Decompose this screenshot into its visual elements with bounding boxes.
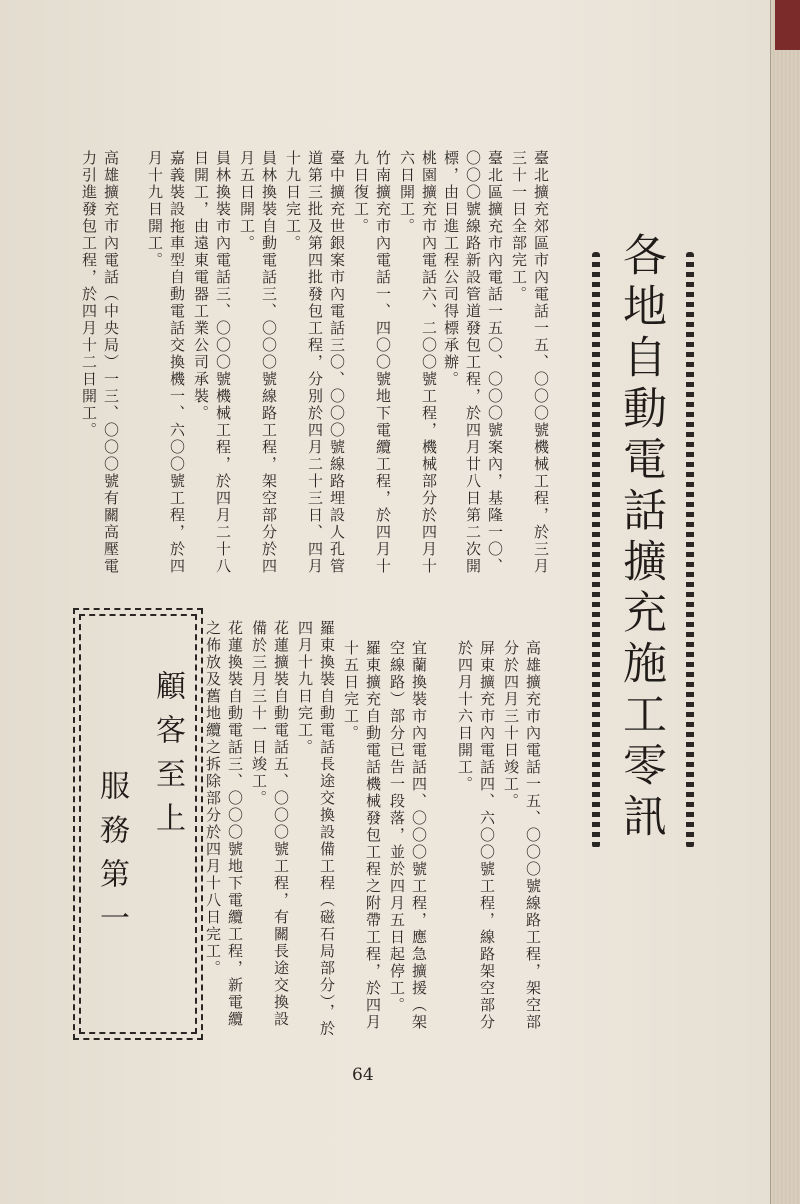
slogan-line-2: 服務第一 [94,770,129,946]
left-column-3: 桃園擴充市內電話六、二〇〇號工程，機械部分於四月十六日開工。 [398,150,438,575]
left-column-1: 臺北擴充郊區市內電話一五、〇〇〇號機械工程，於三月三十一日全部完工。 [510,150,550,575]
right-column-4: 羅東擴充自動電話機械發包工程之附帶工程，於四月十五日完工。 [342,640,382,1031]
page-number: 64 [352,1065,374,1085]
right-column-2: 屏東擴充市內電話四、六〇〇號工程，線路架空部分於四月十六日開工。 [456,640,496,1031]
left-column-2: 臺北區擴充市內電話一五〇、〇〇〇號案內，基隆一〇、〇〇〇號線路新設管道發包工程，於四月廿八日第二次開標，由日進工程公司得標承辦。 [442,150,504,575]
right-column-7: 花蓮換裝自動電話三、〇〇〇號地下電纜工程，新電纜之佈放及舊地纜之拆除部分於四月十八日完工。 [204,620,244,1028]
slogan-box [73,608,203,1040]
title-border-left [592,252,600,848]
left-column-9: 高雄擴充市內電話（中央局）一三、〇〇〇號有關高壓電力引進發包工程，於四月十二日開工。 [80,150,120,575]
left-column-6: 員林換裝自動電話三、〇〇〇號線路工程，架空部分於四月五日開工。 [238,150,278,575]
left-column-7: 員林換裝市內電話三、〇〇〇號機械工程，於四月二十八日開工，由遠東電器工業公司承裝。 [192,150,232,575]
slogan-line-1: 顧客至上 [150,670,185,846]
right-column-3: 宜蘭換裝市內電話四、〇〇〇號工程，應急擴援（架空線路）部分已告一段落，並於四月五日起停工。 [388,640,428,1031]
page-edge [770,0,800,1204]
right-column-6: 花蓮擴裝自動電話五、〇〇〇號工程，有關長途交換設備於三月三十一日竣工。 [250,620,290,1028]
left-column-5: 臺中擴充世銀案市內電話三〇、〇〇〇號線路埋設人孔管道第三批及第四批發包工程，分別於四月二十三日、四月十九日完工。 [284,150,346,575]
article-title: 各地自動電話擴充施工零訊 [615,232,666,844]
title-border-right [686,252,694,848]
book-binding [775,0,800,50]
left-column-4: 竹南擴充市內電話一、四〇〇號地下電纜工程，於四月十九日復工。 [352,150,392,575]
right-column-1: 高雄擴充市內電話一五、〇〇〇號線路工程，架空部分於四月三十日竣工。 [502,640,542,1031]
right-column-5: 羅東換裝自動電話長途交換設備工程（磁石局部分），於四月十九日完工。 [296,620,336,1038]
left-column-8: 嘉義裝設拖車型自動電話交換機一、六〇〇號工程，於四月十九日開工。 [146,150,186,575]
